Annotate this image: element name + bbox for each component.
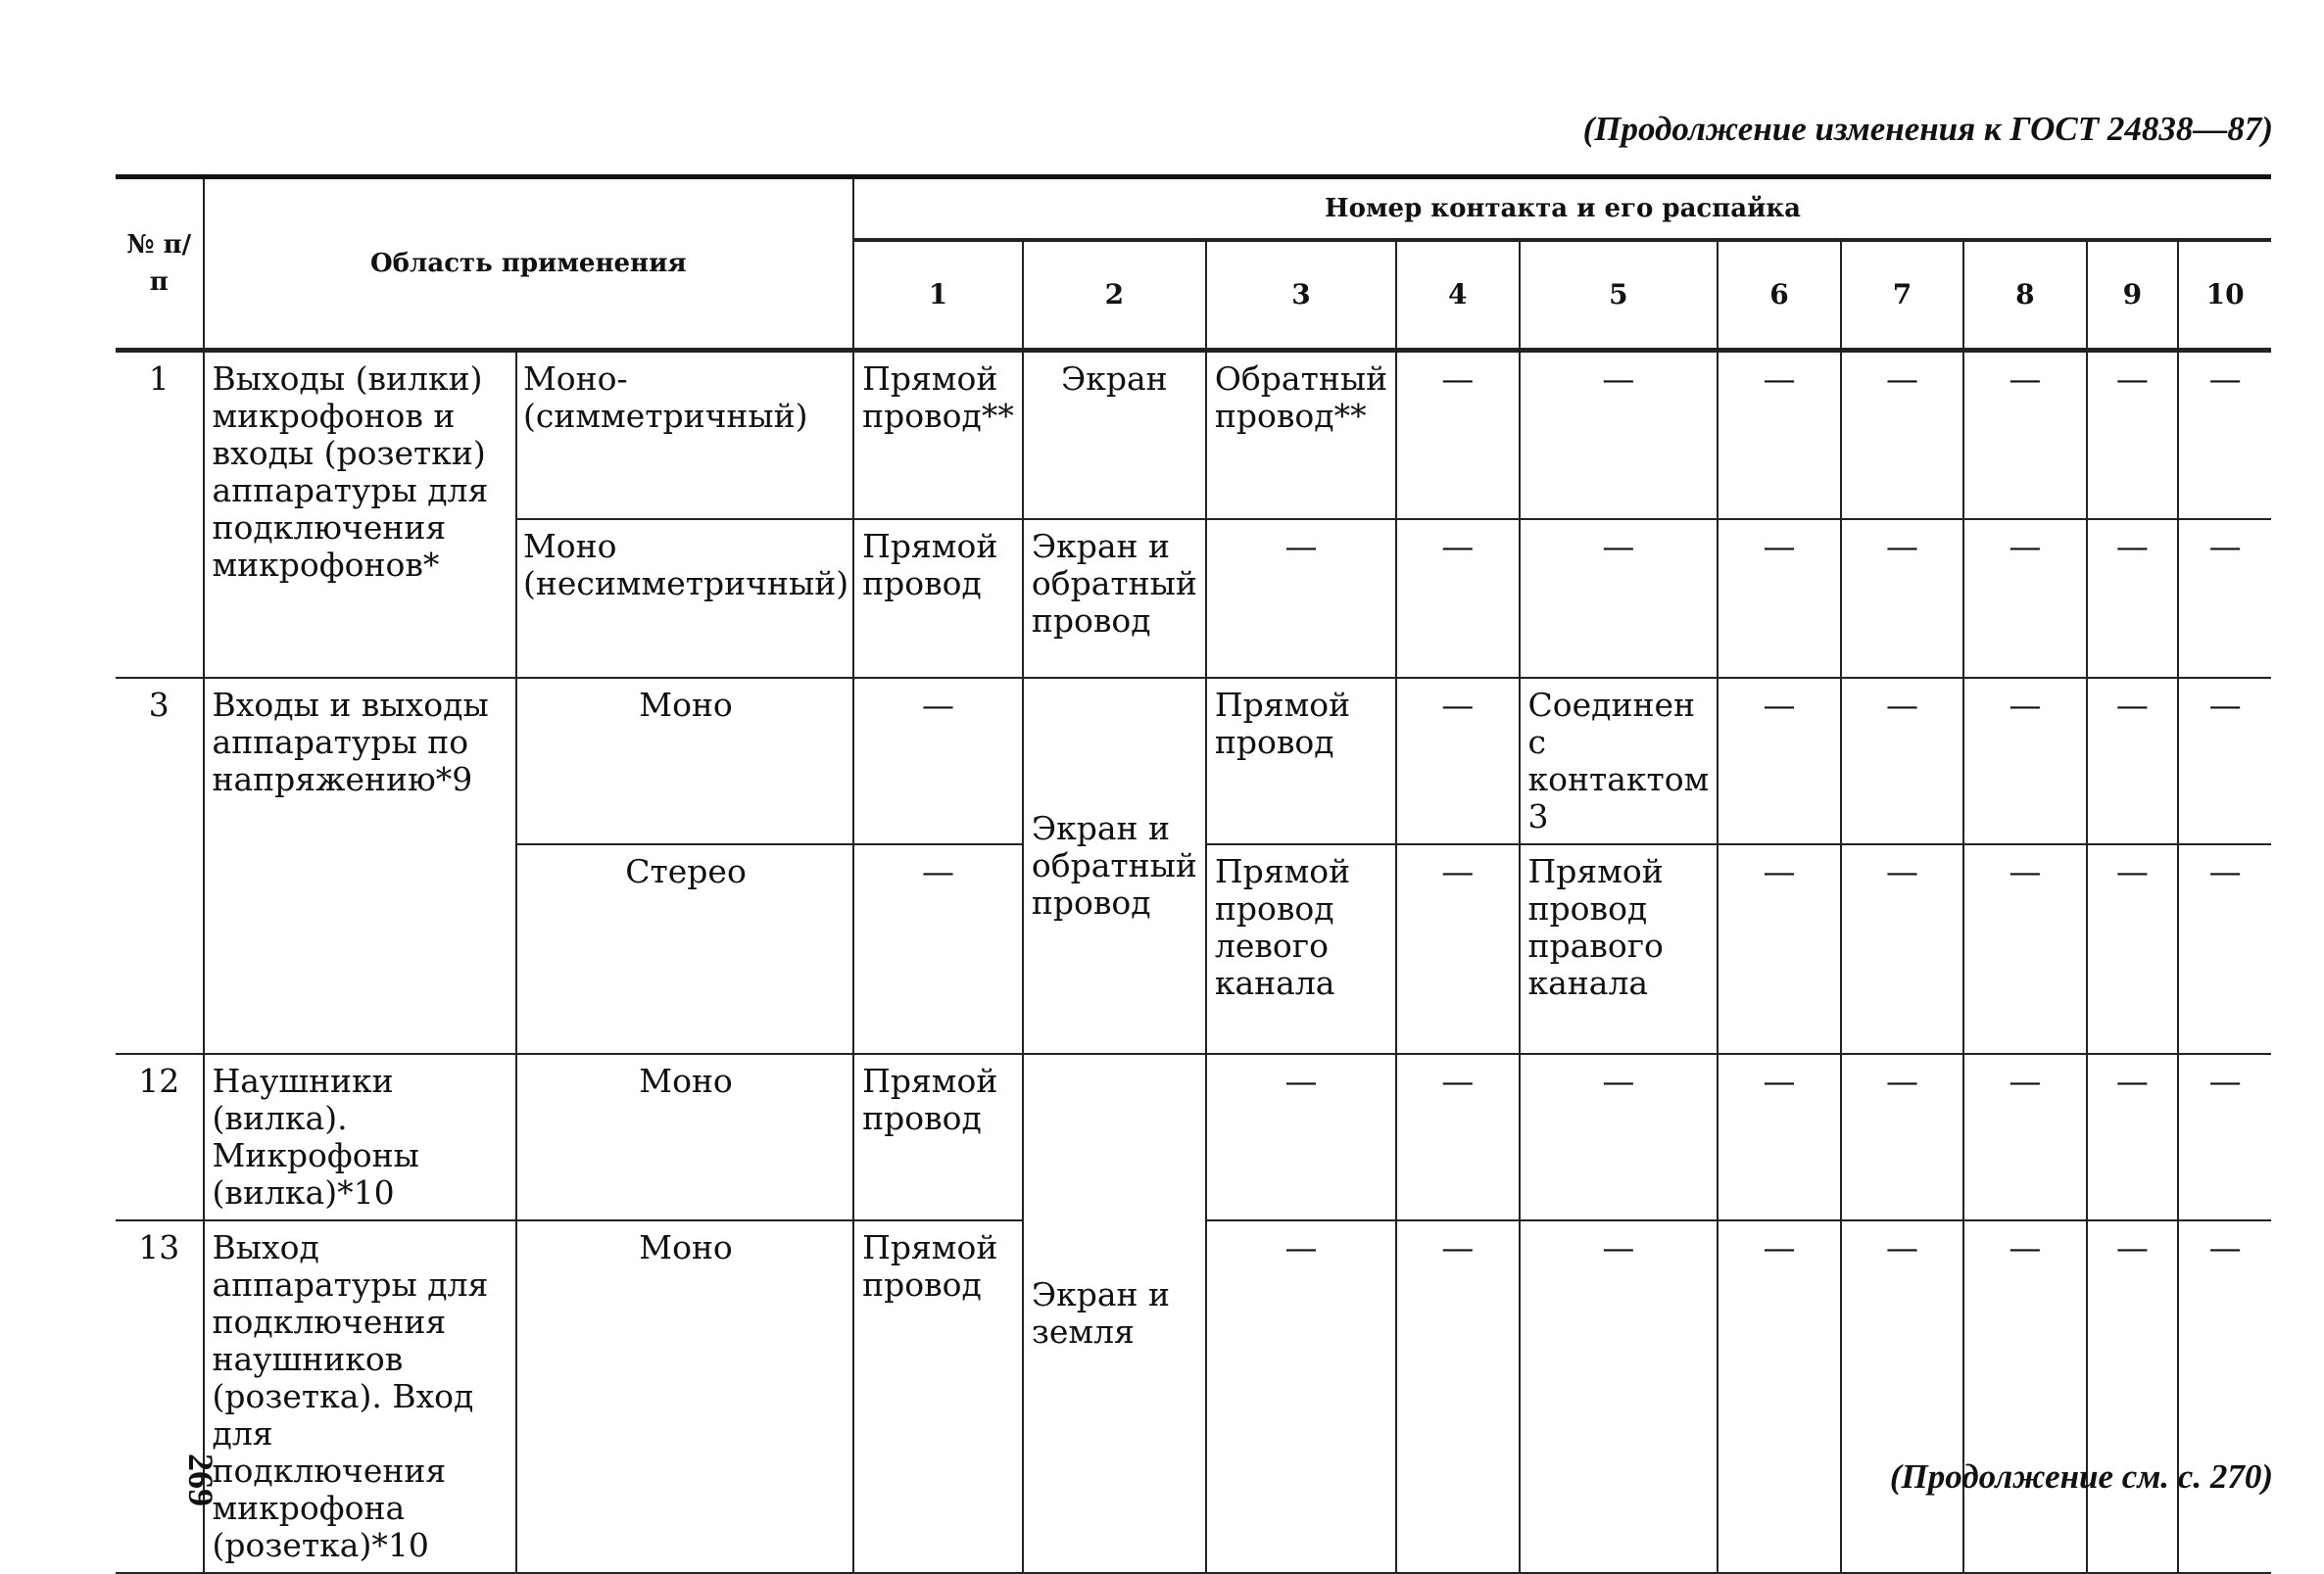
contact-number: 4 <box>1396 240 1519 351</box>
contact-number: 7 <box>1841 240 1963 351</box>
contact-4-cell: — <box>1396 351 1519 519</box>
contact-7-cell: — <box>1841 1220 1963 1573</box>
contact-9-cell: — <box>2087 351 2179 519</box>
signal-mode: Стерео <box>516 844 853 1054</box>
contact-number: 5 <box>1520 240 1719 351</box>
col-header-contacts: Номер контакта и его распайка <box>853 177 2271 241</box>
contact-10-cell: — <box>2178 844 2271 1054</box>
contact-9-cell: — <box>2087 1220 2179 1573</box>
row-number: 12 <box>116 1054 204 1220</box>
row-number: 13 <box>116 1220 204 1573</box>
contact-10-cell: — <box>2178 1054 2271 1220</box>
contact-6-cell: — <box>1718 1054 1840 1220</box>
contact-4-cell: — <box>1396 1054 1519 1220</box>
contact-5-cell: Прямой провод правого канала <box>1520 844 1719 1054</box>
contact-7-cell: — <box>1841 1054 1963 1220</box>
signal-mode: Моно <box>516 678 853 844</box>
contact-4-cell: — <box>1396 1220 1519 1573</box>
contact-1-cell: Прямой провод <box>853 1220 1023 1573</box>
col-header-area: Область применения <box>204 177 854 351</box>
row-number: 1 <box>116 351 204 678</box>
contact-1-cell: Прямой провод** <box>853 351 1023 519</box>
contact-2-cell: Экран <box>1023 351 1206 519</box>
application-area: Наушники (вилка). Микрофоны (вилка)*10 <box>204 1054 517 1220</box>
contact-8-cell: — <box>1963 351 2086 519</box>
contact-2-cell: Экран и обратный провод <box>1023 678 1206 1054</box>
contact-5-cell: — <box>1520 1054 1719 1220</box>
contact-4-cell: — <box>1396 844 1519 1054</box>
contact-8-cell: — <box>1963 844 2086 1054</box>
contact-6-cell: — <box>1718 351 1840 519</box>
contact-1-cell: — <box>853 844 1023 1054</box>
contact-6-cell: — <box>1718 1220 1840 1573</box>
contact-number: 2 <box>1023 240 1206 351</box>
contact-9-cell: — <box>2087 844 2179 1054</box>
contact-10-cell: — <box>2178 351 2271 519</box>
contact-3-cell: Прямой провод левого канала <box>1206 844 1396 1054</box>
contact-5-cell: — <box>1520 351 1719 519</box>
contact-8-cell: — <box>1963 1220 2086 1573</box>
contact-number: 8 <box>1963 240 2086 351</box>
contact-4-cell: — <box>1396 519 1519 678</box>
contact-8-cell: — <box>1963 519 2086 678</box>
contact-number: 1 <box>853 240 1023 351</box>
contact-3-cell: — <box>1206 519 1396 678</box>
contact-3-cell: Прямой провод <box>1206 678 1396 844</box>
contact-10-cell: — <box>2178 678 2271 844</box>
page-number: 269 <box>181 1454 220 1506</box>
contact-3-cell: Обратный провод** <box>1206 351 1396 519</box>
contact-2-cell: Экран и обратный провод <box>1023 519 1206 678</box>
contact-10-cell: — <box>2178 1220 2271 1573</box>
contact-number: 3 <box>1206 240 1396 351</box>
contact-8-cell: — <box>1963 678 2086 844</box>
contact-3-cell: — <box>1206 1054 1396 1220</box>
contact-1-cell: Прямой провод <box>853 1054 1023 1220</box>
col-header-number: № п/п <box>116 177 204 351</box>
contact-4-cell: — <box>1396 678 1519 844</box>
contact-table <box>116 174 2271 1574</box>
contact-6-cell: — <box>1718 519 1840 678</box>
contact-6-cell: — <box>1718 844 1840 1054</box>
contact-5-cell: Соединен с контактом 3 <box>1520 678 1719 844</box>
contact-1-cell: — <box>853 678 1023 844</box>
row-number: 3 <box>116 678 204 1054</box>
contact-number: 9 <box>2087 240 2179 351</box>
continuation-header: (Продолжение изменения к ГОСТ 24838—87) <box>1582 110 2273 148</box>
contact-7-cell: — <box>1841 351 1963 519</box>
contact-number: 10 <box>2178 240 2271 351</box>
contact-3-cell: — <box>1206 1220 1396 1573</box>
contact-10-cell: — <box>2178 519 2271 678</box>
contact-7-cell: — <box>1841 844 1963 1054</box>
application-area: Выходы (вилки) микрофонов и входы (розетки) аппаратуры для подключения микрофонов* <box>204 351 517 678</box>
contact-number: 6 <box>1718 240 1840 351</box>
signal-mode: Моно <box>516 1220 853 1573</box>
application-area: Выход аппаратуры для подключения наушников (розетка). Вход для подключения микрофона (розетка)*10 <box>204 1220 517 1573</box>
signal-mode: Моно <box>516 1054 853 1220</box>
contact-8-cell: — <box>1963 1054 2086 1220</box>
contact-1-cell: Прямой провод <box>853 519 1023 678</box>
contact-9-cell: — <box>2087 678 2179 844</box>
continuation-footer: (Продолжение см. с. 270) <box>1889 1457 2273 1496</box>
contact-2-cell: Экран и земля <box>1023 1054 1206 1573</box>
contact-5-cell: — <box>1520 519 1719 678</box>
signal-mode: Моно (несимметричный) <box>516 519 853 678</box>
contact-5-cell: — <box>1520 1220 1719 1573</box>
contact-7-cell: — <box>1841 678 1963 844</box>
contact-9-cell: — <box>2087 1054 2179 1220</box>
contact-6-cell: — <box>1718 678 1840 844</box>
contact-7-cell: — <box>1841 519 1963 678</box>
application-area: Входы и выходы аппаратуры по напряжению*9 <box>204 678 517 1054</box>
signal-mode: Моно- (симметричный) <box>516 351 853 519</box>
contact-9-cell: — <box>2087 519 2179 678</box>
